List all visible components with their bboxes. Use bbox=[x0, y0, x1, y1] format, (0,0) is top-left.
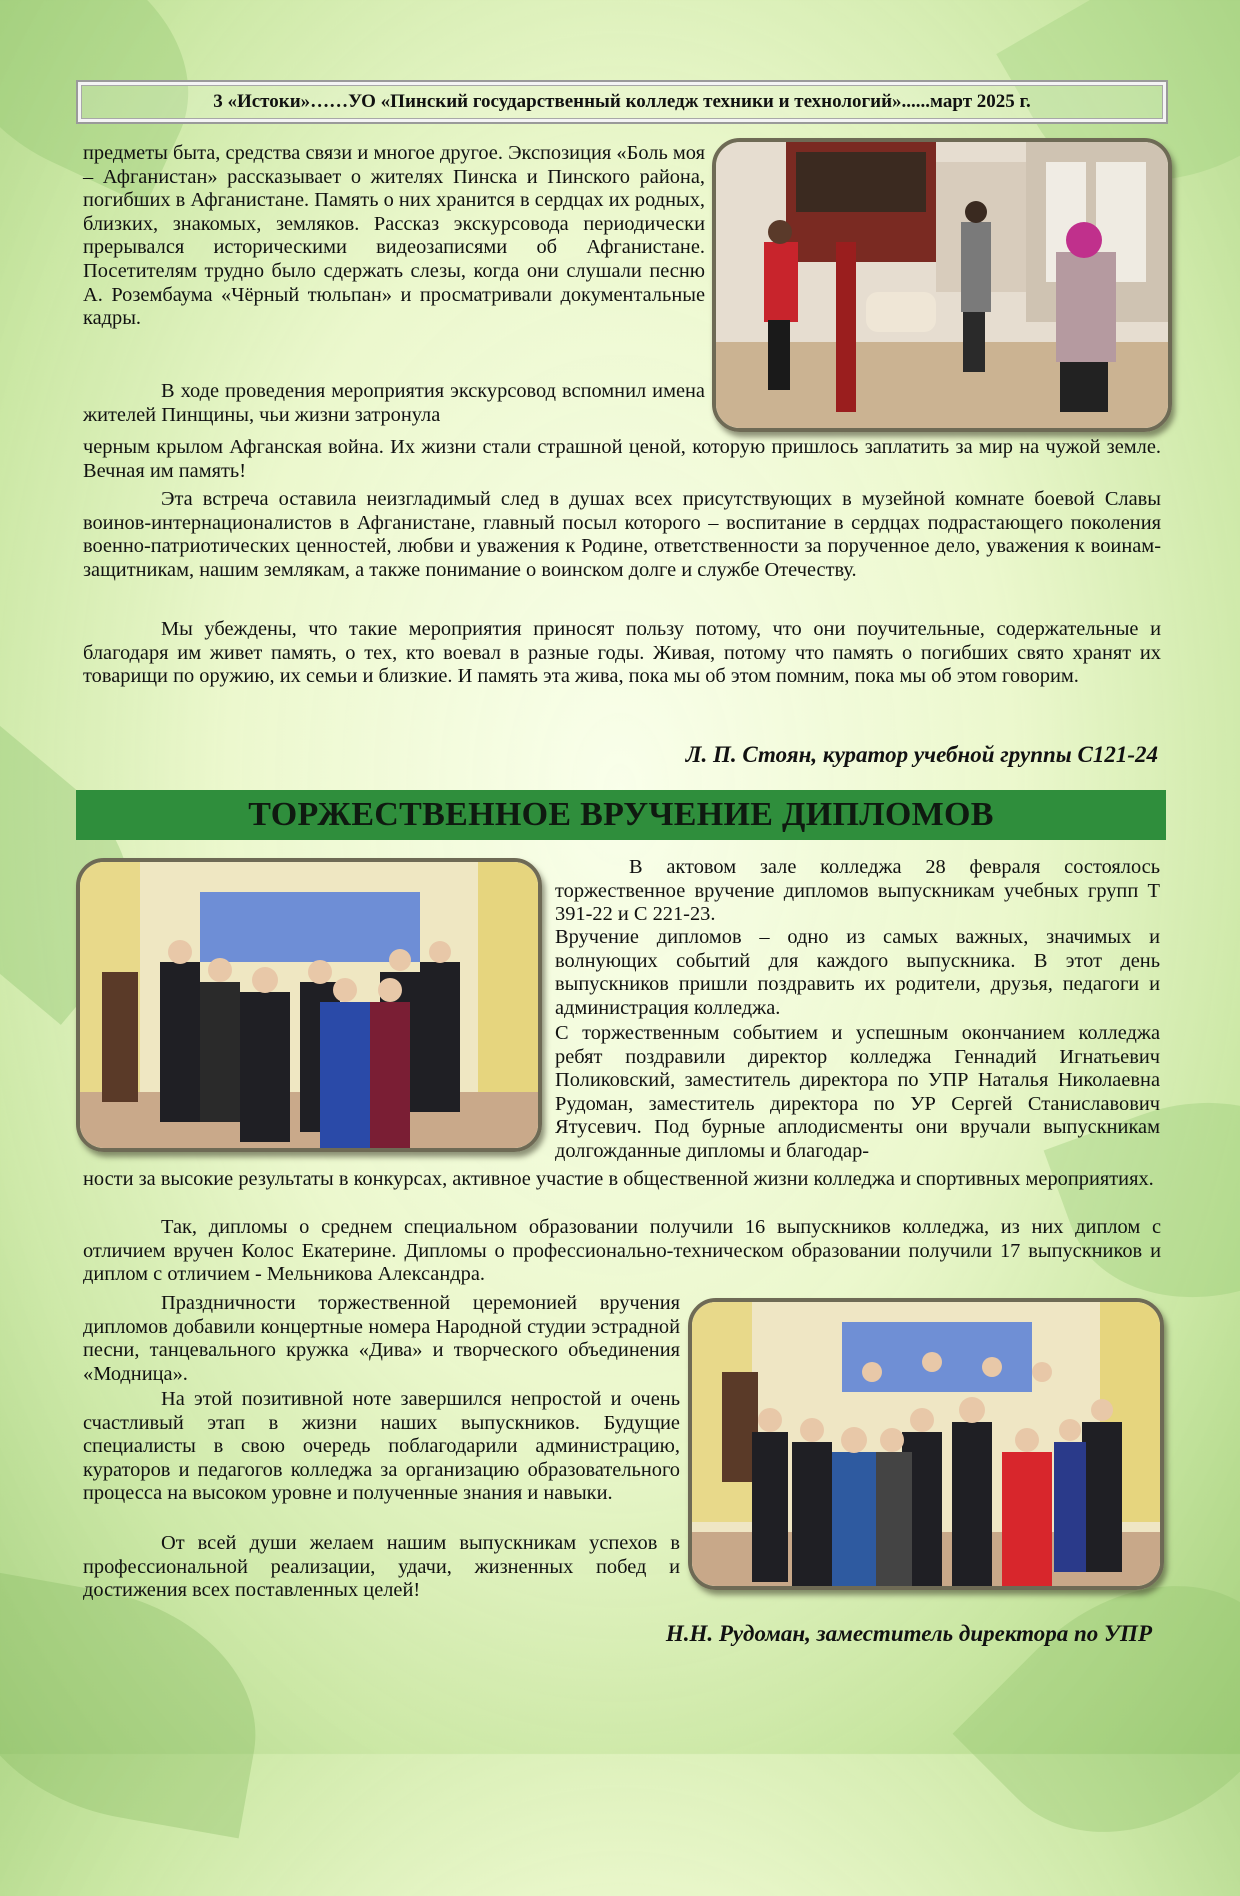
article2-hall: В актовом зале колледжа 28 февраля состоялось торжественное вручение дипломов выпускникам учебных групп Т 391-22 и С 221-23. bbox=[555, 856, 1160, 926]
article2-wish: От всей души желаем нашим выпускникам успехов в профессиональной реализации, удачи, жизненных побед и достижения всех поставленных целей! bbox=[83, 1532, 680, 1602]
article1-meeting: Эта встреча оставила неизгладимый след в душах всех присутствующих в музейной комнате боевой Славы воинов-интернационалистов в Афганистане, главный посыл которого – воспитание в сердцах подрастающего поколения военно-патриотических ценностей, любви и уважения к Родине, ответственности за порученное дело, уважения к воинам-защитникам, нашим землякам, а также понимание о воинском долге и службе Отечеству. bbox=[83, 488, 1161, 581]
article2-positive: На этой позитивной ноте завершился непростой и очень счастливый этап в жизни наших выпускников. Будущие специалисты в свою очередь поблагодарили администрацию, кураторов и педагогов колледжа за организацию образовательного процесса на высоком уровне и полученные знания и навыки. bbox=[83, 1388, 680, 1505]
article1-convinced: Мы убеждены, что такие мероприятия приносят пользу потому, что они поучительные, содержательные и благодаря им живет память, о тех, кто воевал в разные годы. Живая, потому что память о погибших свято хранят их товарищи по оружию, их семьи и близкие. И память эта жива, пока мы об этом помним, пока мы об этом говорим. bbox=[83, 618, 1161, 688]
article1-guide-cont: черным крылом Афганская война. Их жизни стали страшной ценой, которую пришлось заплатить за мир на чужой земле. Вечная им память! bbox=[83, 436, 1161, 482]
section-title-banner bbox=[76, 790, 1166, 840]
museum-photo bbox=[712, 138, 1172, 432]
section-title: ТОРЖЕСТВЕННОЕ ВРУЧЕНИЕ ДИПЛОМОВ bbox=[248, 796, 994, 833]
article2-congrats: С торжественным событием и успешным окончанием колледжа ребят поздравили директор колледжа Геннадий Игнатьевич Поликовский, заместитель директора по УПР Наталья Николаевна Рудоман, заместитель директора по УР Сергей Станиславович Ятусевич. Под бурные аплодисменты они вручали выпускникам долгожданные дипломы и благодар- bbox=[555, 1022, 1160, 1162]
article2-congrats-cont: ности за высокие результаты в конкурсах, активное участие в общественной жизни колледжа и спортивных мероприятиях. bbox=[83, 1168, 1154, 1190]
graduation-photo bbox=[76, 858, 542, 1152]
article1-guide: В ходе проведения мероприятия экскурсовод вспомнил имена жителей Пинщины, чьи жизни затронула bbox=[83, 380, 705, 426]
page-header bbox=[76, 80, 1168, 124]
background-leaf bbox=[0, 1570, 277, 1839]
article1-signature: Л. П. Стоян, куратор учебной группы С121-24 bbox=[685, 742, 1158, 767]
article2-important: Вручение дипломов – одно из самых важных, значимых и волнующих событий для каждого выпускника. В этот день выпускников пришли поздравить их родители, друзья, педагоги и администрация колледжа. bbox=[555, 926, 1160, 1019]
graduates-group-photo bbox=[688, 1298, 1164, 1590]
article1-intro: предметы быта, средства связи и многое другое. Экспозиция «Боль моя – Афганистан» рассказывает о жителях Пинска и Пинского района, погибших в Афганистане. Память о них хранится в сердцах их родных, близких, знакомых, земляков. Рассказ экскурсовода периодически прерывался историческими видеозаписями об Афганистане. Посетителям трудно было сдержать слезы, когда они слушали песню А. Розембаума «Чёрный тюльпан» и просматривали документальные кадры. bbox=[83, 142, 705, 330]
article2-stats: Так, дипломы о среднем специальном образовании получили 16 выпускников колледжа, из них диплом с отличием вручен Колос Екатерине. Дипломы о профессионально-техническом образовании получили 17 выпускников и диплом с отличием - Мельникова Александра. bbox=[83, 1216, 1161, 1286]
article2-festive: Праздничности торжественной церемонией вручения дипломов добавили концертные номера Народной студии эстрадной песни, танцевального кружка «Дива» и творческого объединения «Модница». bbox=[83, 1292, 680, 1385]
header-text: 3 «Истоки»……УО «Пинский государственный колледж техники и технологий»......март 2025 г. bbox=[213, 91, 1031, 112]
article2-signature: Н.Н. Рудоман, заместитель директора по УПР bbox=[665, 1621, 1152, 1646]
